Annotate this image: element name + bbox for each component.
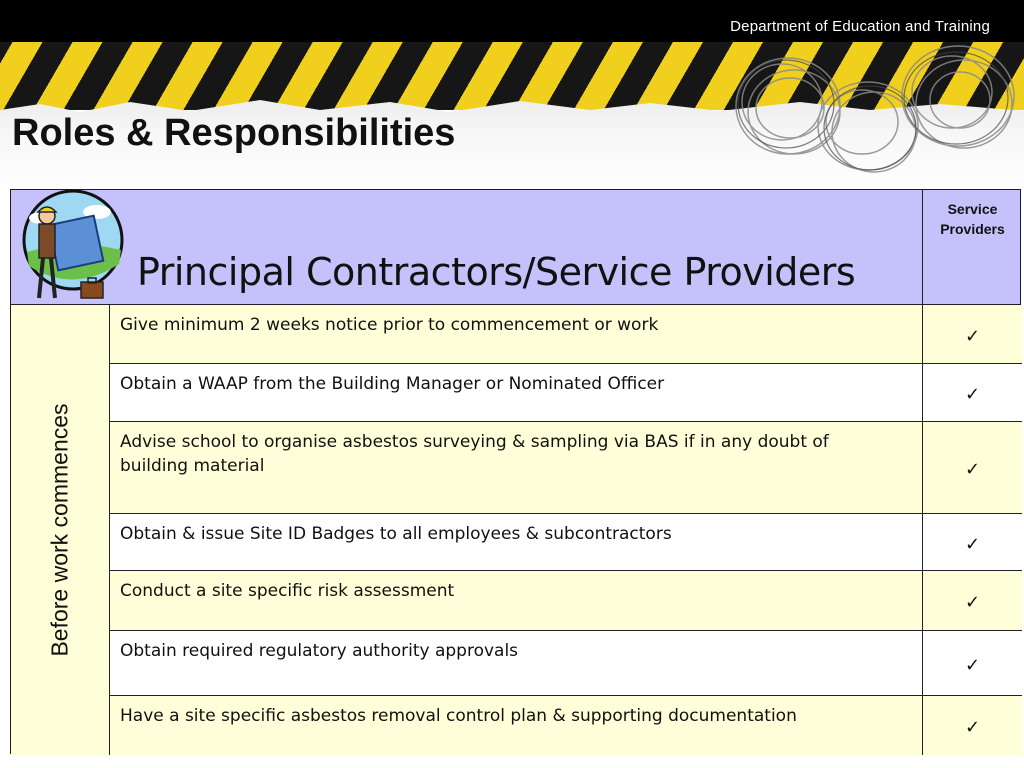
- table-row: [110, 305, 1022, 364]
- responsibilities-table: [10, 189, 1021, 754]
- check-icon: ✓: [964, 384, 981, 404]
- table-title: Principal Contractors/Service Providers: [137, 250, 856, 294]
- table-row: [110, 696, 1022, 755]
- row-text: Conduct a site specific risk assessment: [120, 581, 455, 601]
- section-cell: [11, 305, 110, 755]
- check-icon: ✓: [964, 717, 981, 737]
- table-row: [110, 422, 1022, 514]
- check-icon: ✓: [964, 459, 981, 479]
- table-row: [110, 571, 1022, 631]
- page-title: Roles & Responsibilities: [12, 112, 456, 154]
- department-name: Department of Education and Training: [730, 18, 990, 35]
- section-label: Before work commences: [46, 403, 73, 657]
- row-text: Give minimum 2 weeks notice prior to commencement or work: [120, 315, 659, 335]
- check-icon: ✓: [964, 325, 981, 346]
- row-text: Obtain a WAAP from the Building Manager or Nominated Officer: [120, 374, 665, 394]
- table-row: [110, 364, 1022, 422]
- table-row: [110, 514, 1022, 571]
- table-row: [110, 631, 1022, 696]
- check-icon: ✓: [964, 533, 981, 554]
- row-text: Obtain required regulatory authority approvals: [120, 641, 519, 661]
- check-icon: ✓: [964, 592, 981, 612]
- service-providers-header: Service Providers: [940, 201, 1005, 237]
- worker-clipart-icon: [19, 190, 125, 305]
- wire-coil-graphic: [728, 36, 1024, 196]
- row-text: Advise school to organise asbestos surveying & sampling via BAS if in any doubt of building material: [120, 432, 829, 476]
- row-text: Have a site specific asbestos removal control plan & supporting documentation: [120, 706, 797, 726]
- table-header-row: [11, 190, 1020, 305]
- row-text: Obtain & issue Site ID Badges to all employees & subcontractors: [120, 524, 672, 544]
- check-icon: ✓: [964, 654, 981, 675]
